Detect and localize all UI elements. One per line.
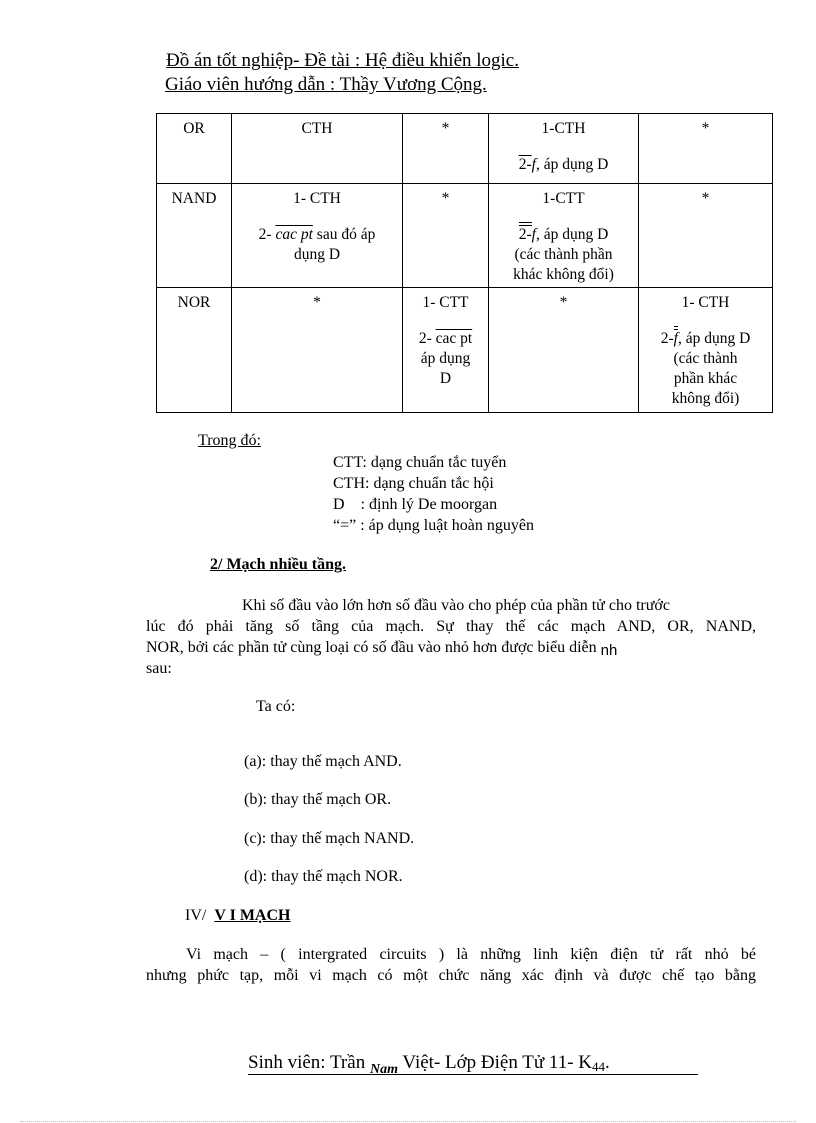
- paragraph-line: nhưng phức tạp, mỗi vi mạch có một chức năng xác định và được chế tạo bằng: [146, 967, 756, 984]
- table-cell: [232, 184, 403, 288]
- row-gate-name: NOR: [177, 294, 211, 311]
- legend-item: “=” : áp dụng luật hoàn nguyên: [333, 517, 534, 534]
- table-cell: [157, 114, 232, 184]
- overlined-number: 2-: [518, 156, 532, 173]
- paragraph-line: lúc đó phải tăng số tầng của mạch. Sự thay thế các mạch AND, OR, NAND,: [146, 618, 756, 635]
- gate-conversion-table: [156, 113, 773, 413]
- cell-text: 1- CTT: [422, 294, 469, 311]
- table-row: [157, 288, 773, 413]
- table-cell: [403, 288, 489, 413]
- table-cell: [639, 288, 773, 413]
- legend-title: Trong đó:: [198, 432, 261, 449]
- cell-text: , áp dụng D: [677, 330, 751, 347]
- footer-text: Sinh viên: Trần: [248, 1052, 366, 1073]
- cell-text: *: [559, 294, 568, 311]
- cell-text: CTH: [301, 120, 333, 137]
- section4-paragraph: [146, 944, 756, 986]
- cell-text: 2-: [418, 330, 432, 347]
- cell-text: *: [313, 294, 321, 311]
- cell-text: khác không đổi): [513, 266, 614, 283]
- cell-text: *: [701, 120, 710, 137]
- cell-text: *: [701, 190, 710, 207]
- section-heading: [185, 907, 290, 925]
- function-symbol: f: [531, 226, 536, 243]
- cell-text: D: [439, 370, 452, 387]
- cell-text: 1- CTH: [681, 294, 730, 311]
- cell-text: [642, 329, 769, 349]
- cell-text: 1-CTT: [542, 190, 585, 207]
- cell-text: 1-CTH: [541, 120, 586, 137]
- cell-text: (các thành: [673, 350, 738, 367]
- stray-text: nh: [600, 642, 618, 659]
- cell-text: , áp dụng D: [535, 156, 609, 173]
- legend-item: D : định lý De moorgan: [333, 496, 498, 513]
- table-row: [157, 184, 773, 288]
- cell-text: , áp dụng D: [535, 226, 609, 243]
- table-cell: [639, 114, 773, 184]
- function-symbol: f: [531, 156, 536, 173]
- taco-label: Ta có:: [256, 698, 296, 715]
- table-cell: [157, 288, 232, 413]
- cell-text: áp dụng: [420, 350, 471, 367]
- section-number: IV/: [185, 907, 207, 924]
- table-cell: [232, 288, 403, 413]
- document-footer: [248, 1052, 698, 1075]
- list-item: (a): thay thế mạch AND.: [244, 753, 402, 770]
- footer-subscript: 44: [592, 1059, 606, 1074]
- section2-paragraph: [146, 595, 756, 679]
- document-header-line1: Đồ án tốt nghiệp- Đề tài : Hệ điều khiển logic.: [166, 50, 519, 71]
- page-bottom-border: [20, 1121, 796, 1122]
- table-cell: [157, 184, 232, 288]
- legend-item: CTH: dạng chuẩn tắc hội: [333, 475, 494, 492]
- cell-text: 2-: [660, 330, 674, 347]
- cell-text: [492, 155, 635, 175]
- table-cell: [489, 114, 639, 184]
- cell-text: [406, 329, 485, 349]
- footer-text: .: [605, 1052, 610, 1073]
- cell-text: [235, 225, 399, 245]
- section-title: V I MẠCH: [214, 907, 291, 924]
- table-cell: [639, 184, 773, 288]
- cell-text: dụng D: [293, 246, 341, 263]
- paragraph-line: Khi số đầu vào lớn hơn số đầu vào cho phép của phần tử cho trước: [242, 597, 670, 614]
- paragraph-line: Vi mạch – ( intergrated circuits ) là những linh kiện điện tử rất nhỏ bé: [186, 946, 756, 963]
- list-item: (d): thay thế mạch NOR.: [244, 868, 403, 885]
- document-header-line2: Giáo viên hướng dẫn : Thầy Vương Cộng.: [165, 74, 487, 95]
- cell-text: sau đó áp: [312, 226, 376, 243]
- legend-item: CTT: dạng chuẩn tắc tuyển: [333, 454, 507, 471]
- overlined-term: cac pt: [275, 226, 313, 243]
- table-cell: [489, 288, 639, 413]
- double-overlined-number: 2-: [518, 226, 532, 243]
- list-item: (b): thay thế mạch OR.: [244, 791, 392, 808]
- row-gate-name: OR: [183, 120, 205, 137]
- cell-text: không đổi): [671, 390, 740, 407]
- cell-text: phần khác: [673, 370, 738, 387]
- section-heading: 2/ Mạch nhiều tầng.: [210, 556, 347, 573]
- cell-text: [492, 225, 635, 245]
- cell-text: *: [441, 120, 450, 137]
- table-cell: [403, 114, 489, 184]
- footer-text: Việt- Lớp Điện Tử 11- K: [402, 1052, 593, 1073]
- table-cell: [403, 184, 489, 288]
- cell-text: (các thành phần: [514, 246, 613, 263]
- double-overlined-function: f: [673, 330, 678, 347]
- footer-script-word: Nam: [369, 1062, 398, 1077]
- table-cell: [489, 184, 639, 288]
- list-item: (c): thay thế mạch NAND.: [244, 830, 415, 847]
- overlined-term: cac pt: [435, 330, 473, 347]
- cell-text: 1- CTH: [293, 190, 341, 207]
- row-gate-name: NAND: [171, 190, 217, 207]
- cell-text: *: [441, 190, 450, 207]
- paragraph-line: sau:: [146, 660, 172, 677]
- paragraph-line: NOR, bởi các phần tử cùng loại có số đầu vào nhỏ hơn được biểu diễn: [146, 639, 597, 656]
- table-cell: [232, 114, 403, 184]
- cell-text: 2-: [258, 226, 272, 243]
- table-row: [157, 114, 773, 184]
